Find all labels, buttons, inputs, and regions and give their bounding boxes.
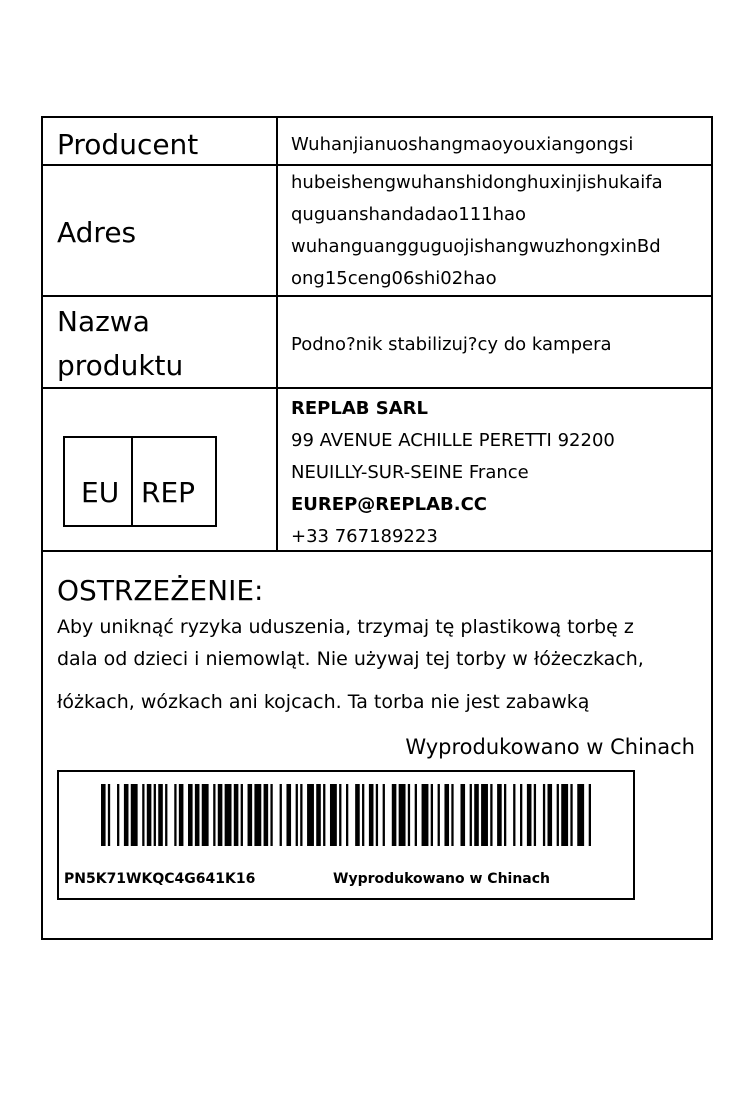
- barcode-bar: [101, 784, 106, 846]
- barcode-bar: [330, 784, 337, 846]
- barcode-bar: [296, 784, 298, 846]
- barcode-bar: [286, 784, 291, 846]
- barcode-bar: [513, 784, 515, 846]
- barcode-bar: [470, 784, 472, 846]
- barcode-bar: [376, 784, 378, 846]
- warning-line-1: Aby uniknąć ryzyka uduszenia, trzymaj tę plastikową torbę z: [57, 616, 634, 638]
- barcode-bar: [570, 784, 572, 846]
- producer-value-cell: [278, 118, 711, 164]
- made-in-china-text: Wyprodukowano w Chinach: [405, 735, 695, 759]
- barcode-bar: [154, 784, 156, 846]
- producer-value: Wuhanjianuoshangmaoyouxiangongsi: [291, 134, 634, 155]
- product-label-line-2: produktu: [57, 349, 184, 382]
- barcode-bar: [117, 784, 119, 846]
- eurep-row: [43, 389, 711, 552]
- barcode-bar: [543, 784, 545, 846]
- barcode-bar: [131, 784, 138, 846]
- warning-line-3: łóżkach, wózkach ani kojcach. Ta torba nie jest zabawką: [57, 691, 590, 713]
- eurep-company: REPLAB SARL: [291, 398, 428, 419]
- barcode-bar: [548, 784, 553, 846]
- barcode-box: [57, 770, 635, 900]
- address-line-4: ong15ceng06shi02hao: [291, 268, 497, 289]
- eurep-email: EUREP@REPLAB.CC: [291, 494, 487, 515]
- barcode-bar: [147, 784, 152, 846]
- product-value-cell: [278, 297, 711, 387]
- barcode-bar: [195, 784, 200, 846]
- product-label-line-1: Nazwa: [57, 305, 150, 338]
- barcode-bar: [451, 784, 453, 846]
- eu-rep-divider: [131, 438, 133, 525]
- barcode-bar: [339, 784, 341, 846]
- barcode-bar: [561, 784, 568, 846]
- eu-rep-rep-text: REP: [141, 476, 196, 509]
- product-label: [41, 116, 713, 940]
- barcode-bar: [490, 784, 492, 846]
- barcode-bar: [577, 784, 584, 846]
- barcode-bar: [520, 784, 522, 846]
- barcode-bar: [108, 784, 110, 846]
- warning-title: OSTRZEŻENIE:: [57, 574, 264, 607]
- address-row: [43, 166, 711, 297]
- barcode-bar: [300, 784, 302, 846]
- address-line-3: wuhanguangguguojishangwuzhongxinBd: [291, 236, 661, 257]
- barcode-bar: [504, 784, 506, 846]
- address-value-cell: [278, 166, 711, 295]
- barcode-bar: [218, 784, 223, 846]
- producer-label: Producent: [57, 128, 199, 161]
- eurep-address-2: NEUILLY-SUR-SEINE France: [291, 462, 529, 483]
- address-line-2: quguanshandadao111hao: [291, 204, 527, 225]
- barcode-bar: [438, 784, 440, 846]
- address-label: Adres: [57, 216, 137, 249]
- barcode-bar: [124, 784, 129, 846]
- barcode-bar: [316, 784, 321, 846]
- barcode-bar: [188, 784, 193, 846]
- eurep-symbol-cell: [43, 389, 278, 550]
- barcode-bar: [474, 784, 479, 846]
- eu-rep-eu-text: EU: [81, 476, 120, 509]
- barcode-bar: [225, 784, 232, 846]
- barcode-bar: [481, 784, 488, 846]
- barcode-bar: [270, 784, 272, 846]
- barcode-bar: [174, 784, 176, 846]
- barcode-made-in: Wyprodukowano w Chinach: [333, 871, 551, 887]
- eu-rep-symbol: [63, 436, 217, 527]
- producer-label-cell: [43, 118, 278, 164]
- barcode-bars: [101, 784, 591, 846]
- barcode-bar: [444, 784, 449, 846]
- warning-line-2: dala od dzieci i niemowląt. Nie używaj tej torby w łóżeczkach,: [57, 648, 644, 670]
- barcode-bar: [158, 784, 163, 846]
- barcode-bar: [408, 784, 410, 846]
- product-row: [43, 297, 711, 389]
- barcode-bar: [534, 784, 536, 846]
- barcode-bar: [254, 784, 261, 846]
- barcode-bar: [355, 784, 360, 846]
- barcode-bar: [392, 784, 397, 846]
- barcode-bar: [179, 784, 184, 846]
- barcode-bar: [431, 784, 433, 846]
- eurep-address-1: 99 AVENUE ACHILLE PERETTI 92200: [291, 430, 615, 451]
- eurep-value-cell: [278, 389, 711, 550]
- barcode-bar: [497, 784, 502, 846]
- barcode-bar: [202, 784, 209, 846]
- barcode-code: PN5K71WKQC4G641K16: [64, 871, 256, 887]
- barcode-bar: [422, 784, 429, 846]
- barcode-bar: [589, 784, 591, 846]
- producer-row: [43, 118, 711, 166]
- barcode-bar: [165, 784, 167, 846]
- barcode-bar: [241, 784, 243, 846]
- address-line-1: hubeishengwuhanshidonghuxinjishukaifa: [291, 172, 663, 193]
- barcode-bar: [234, 784, 239, 846]
- barcode-bar: [399, 784, 406, 846]
- barcode-bar: [307, 784, 314, 846]
- barcode-bar: [460, 784, 465, 846]
- barcode-bar: [346, 784, 348, 846]
- barcode-bar: [415, 784, 417, 846]
- barcode-bar: [362, 784, 364, 846]
- barcode-bar: [213, 784, 215, 846]
- eurep-phone: +33 767189223: [291, 526, 438, 547]
- warning-section: [43, 552, 711, 938]
- barcode-bar: [369, 784, 374, 846]
- barcode-bar: [264, 784, 269, 846]
- barcode-bar: [280, 784, 282, 846]
- barcode-bar: [383, 784, 385, 846]
- product-value: Podno?nik stabilizuj?cy do kampera: [291, 334, 612, 355]
- barcode-bar: [323, 784, 325, 846]
- address-label-cell: [43, 166, 278, 295]
- barcode-bar: [557, 784, 559, 846]
- barcode-bar: [142, 784, 144, 846]
- product-label-cell: [43, 297, 278, 387]
- barcode-bar: [527, 784, 532, 846]
- barcode-bar: [248, 784, 253, 846]
